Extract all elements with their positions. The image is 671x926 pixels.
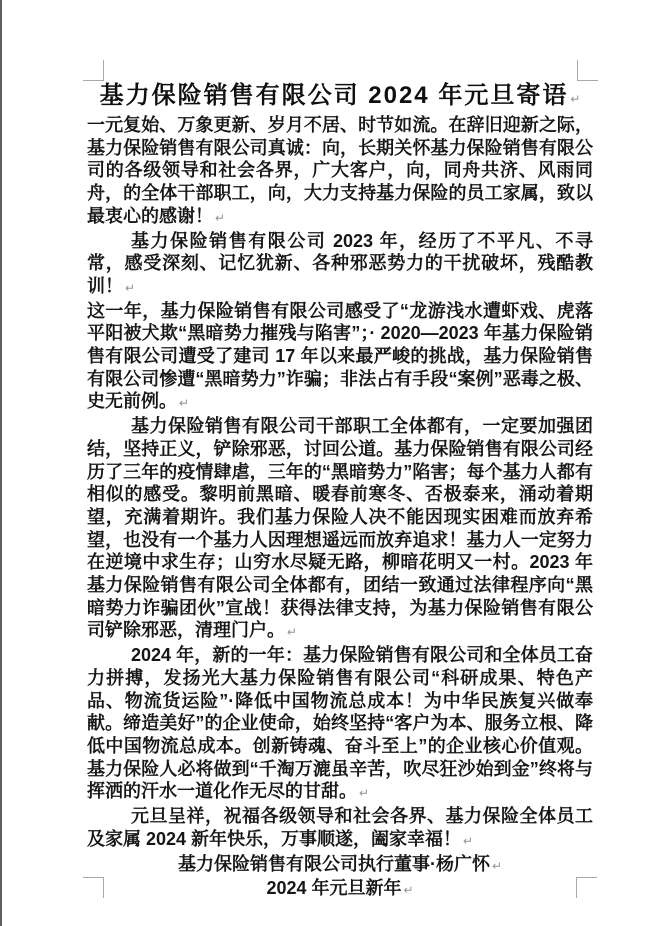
paragraph-this-year[interactable]	[87, 300, 593, 416]
paragraph-2024-outlook[interactable]	[87, 644, 593, 805]
paragraph-staff-unity[interactable]	[87, 415, 593, 644]
paragraph-mark-icon: ↵	[570, 92, 581, 106]
paragraph-mark-icon: ↵	[491, 858, 503, 873]
paragraph-2023-review[interactable]	[87, 230, 593, 300]
document-title-text: 基力保险销售有限公司 2024 年元旦寄语	[99, 82, 569, 109]
document-title[interactable]	[87, 81, 593, 114]
paragraph-mark-icon: ↵	[359, 786, 370, 801]
paragraph-greeting[interactable]	[87, 114, 593, 230]
paragraph-mark-icon: ↵	[463, 833, 474, 848]
signature-text: 基力保险销售有限公司执行董事·杨广怀	[177, 853, 490, 874]
dateline[interactable]	[87, 877, 593, 902]
crop-mark-top-left	[83, 60, 104, 81]
crop-mark-top-right	[577, 60, 598, 81]
paragraph-2023-review-text: 基力保险销售有限公司 2023 年，经历了不平凡、不寻常，感受深刻、记忆犹新、各种邪恶势力的干扰破坏，残酷教训！	[87, 230, 593, 296]
paragraph-mark-icon: ↵	[403, 883, 414, 898]
paragraph-mark-icon: ↵	[215, 210, 226, 225]
paragraph-this-year-text: 这一年，基力保险销售有限公司感受了“龙游浅水遭虾戏、虎落平阳被犬欺“黑暗势力摧残与陷害”；· 2020—2023 年基力保险销售有限公司遭受了建司 17 年以来最严峻的挑战，基力保险销售有限公司惨遭“黑暗势力”诈骗；非法占有手段“案例”恶毒之极、史无前例。	[87, 300, 593, 412]
paragraph-mark-icon: ↵	[179, 396, 190, 411]
paragraph-greeting-text: 一元复始、万象更新、岁月不居、时节如流。在辞旧迎新之际，基力保险销售有限公司真诚：向，长期关怀基力保险销售有限公司的各级领导和社会各界，广大客户，向，同舟共济、风雨同舟，的全体干部职工，向，大力支持基力保险的员工家属，致以最衷心的感谢！	[87, 115, 593, 226]
paragraph-new-year-wishes-text: 元旦呈祥，祝福各级领导和社会各界、基力保险全体员工及家属 2024 新年快乐，万事顺遂，阖家幸福！	[87, 806, 593, 849]
paragraph-2024-outlook-text: 2024 年，新的一年：基力保险销售有限公司和全体员工奋力拼搏，发扬光大基力保险销售有限公司“科研成果、特色产品、物流货运险”·降低中国物流总成本！为中华民族复兴做奉献。缔造美好”的企业使命，始终坚持“客户为本、服务立根、降低中国物流总成本。创新铸魂、奋斗至上”的企业核心价值观。基力保险人必将做到“千淘万漉虽辛苦，吹尽狂沙始到金”终将与挥洒的汗水一道化作无尽的甘甜。	[87, 645, 593, 802]
document-content[interactable]	[87, 81, 593, 902]
paragraph-mark-icon: ↵	[287, 625, 298, 640]
paragraph-mark-icon: ↵	[125, 280, 136, 295]
page-left-edge	[0, 0, 2, 926]
paragraph-new-year-wishes[interactable]	[87, 805, 593, 852]
paragraph-staff-unity-text: 基力保险销售有限公司干部职工全体都有，一定要加强团结，坚持正义，铲除邪恶，讨回公道。基力保险销售有限公司经历了三年的疫情肆虐，三年的“黑暗势力”陷害；每个基力人都有相似的感受。黎明前黑暗、暖春前寒冬、否极泰来，涌动着期望，充满着期许。我们基力保险人决不能因现实困难而放弃希望，也没有一个基力人因理想遥远而放弃追求！基力人一定努力在逆境中求生存；山穷水尽疑无路，柳暗花明又一村。2023 年基力保险销售有限公司全体都有，团结一致通过法律程序向“黑暗势力诈骗团伙”宣战！获得法律支持，为基力保险销售有限公司铲除邪恶，清理门户。	[87, 416, 593, 641]
dateline-text: 2024 年元旦新年	[266, 878, 402, 899]
signature-line[interactable]	[87, 853, 593, 878]
